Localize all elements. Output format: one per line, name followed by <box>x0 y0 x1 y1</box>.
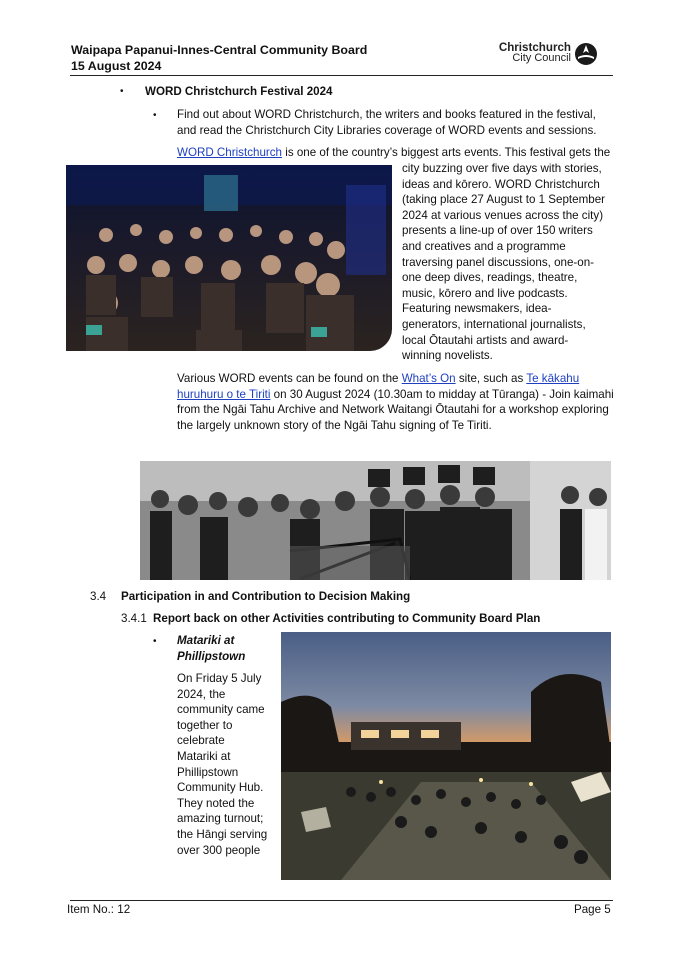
word-intro-text: is one of the country’s biggest arts events. This festival gets the <box>282 146 611 159</box>
matariki-desc-line: They noted the <box>177 796 255 810</box>
matariki-desc-line: community came <box>177 703 265 717</box>
word-desc-line: local Ōtautahi artists and award- <box>402 333 569 347</box>
matariki-heading-line: Matariki at <box>177 634 235 647</box>
word-desc-line: music, kōrero and live podcasts. <box>402 286 568 300</box>
bullet-marker: • <box>153 110 157 121</box>
sunset-gathering-graphic <box>281 632 611 880</box>
word-desc-line: city buzzing over five days with stories, <box>402 162 602 175</box>
header-board-name: Waipapa Papanui-Innes-Central Community Board <box>71 43 368 57</box>
word-festival-heading: WORD Christchurch Festival 2024 <box>145 85 333 98</box>
word-desc-line: one deep dives, readings, theatre, <box>402 271 578 285</box>
matariki-desc-line: celebrate <box>177 734 225 748</box>
footer-page-number: Page 5 <box>574 903 611 916</box>
treaty-reenactment-photo <box>140 461 611 580</box>
matariki-desc-line: On Friday 5 July <box>177 672 262 685</box>
matariki-heading <box>177 633 245 664</box>
word-intro-line <box>177 145 617 161</box>
header-date: 15 August 2024 <box>71 59 162 73</box>
matariki-desc-line: together to <box>177 718 233 732</box>
word-events-paragraph <box>177 371 615 433</box>
section-3-4-title: Participation in and Contribution to Decision Making <box>121 590 411 603</box>
crowd-scene-graphic <box>140 461 611 580</box>
logo-text-line2: City Council <box>512 52 571 64</box>
matariki-desc-line: Phillipstown <box>177 765 239 779</box>
word-audience-photo <box>66 165 392 351</box>
whats-on-link[interactable]: What’s On <box>401 372 456 385</box>
bullet-marker: • <box>120 86 124 97</box>
word-desc-line: 2024 at various venues across the city) <box>402 208 604 222</box>
events-text-mid: site, such as <box>455 372 527 385</box>
word-desc-line: traversing panel discussions, one-on- <box>402 255 595 269</box>
council-emblem-icon <box>574 42 598 66</box>
council-logo <box>497 42 601 66</box>
word-desc-line: (taking place 27 August to 1 September <box>402 193 606 207</box>
word-desc-line: Featuring newsmakers, idea- <box>402 302 552 316</box>
matariki-event-photo <box>281 632 611 880</box>
word-find-out-paragraph: Find out about WORD Christchurch, the writers and books featured in the festival, and read the Christchurch City Libraries coverage of WORD events and sessions. <box>177 108 597 137</box>
word-christchurch-link[interactable]: WORD Christchurch <box>177 146 283 159</box>
bullet-marker: • <box>153 636 157 647</box>
matariki-description <box>177 671 277 858</box>
matariki-desc-line: 2024, the <box>177 687 226 701</box>
te-kakahu-event-link[interactable]: Te kākahu huruhuru o te Tiriti <box>177 372 580 401</box>
word-desc-line: and creatives and a programme <box>402 239 566 253</box>
matariki-desc-line: amazing turnout; <box>177 812 264 826</box>
footer-item-number: Item No.: 12 <box>67 903 131 916</box>
matariki-desc-line: the Hāngi serving <box>177 827 268 841</box>
matariki-desc-line: over 300 people <box>177 843 261 857</box>
matariki-desc-line: Matariki at <box>177 749 231 763</box>
section-3-4-1-title: Report back on other Activities contributing to Community Board Plan <box>153 612 541 625</box>
page-header-title <box>71 42 367 74</box>
section-3-4-number: 3.4 <box>90 590 107 603</box>
word-desc-line: ideas and kōrero. WORD Christchurch <box>402 177 600 191</box>
matariki-heading-line: Phillipstown <box>177 649 246 663</box>
events-text-pre: Various WORD events can be found on the <box>177 372 402 385</box>
word-desc-line: presents a line-up of over 150 writers <box>402 224 593 238</box>
word-desc-line: winning novelists. <box>402 349 493 363</box>
matariki-desc-line: Community Hub. <box>177 781 264 795</box>
footer-divider <box>70 900 613 901</box>
logo-text-line1: Christchurch <box>498 41 571 54</box>
word-desc-line: generators, international journalists, <box>402 317 586 331</box>
audience-scene-graphic <box>66 165 392 351</box>
word-description-wrap <box>402 161 617 364</box>
section-3-4-1-number: 3.4.1 <box>121 612 147 625</box>
header-divider <box>70 75 613 76</box>
events-text-post: on 30 August 2024 (10.30am to midday at Tūranga) - Join kaimahi from the Ngāi Tahu Archive and Network Waitangi Ōtautahi for a workshop exploring the largely unknown story of the Ngāi Tahu signing of Te Tiriti. <box>177 387 614 432</box>
